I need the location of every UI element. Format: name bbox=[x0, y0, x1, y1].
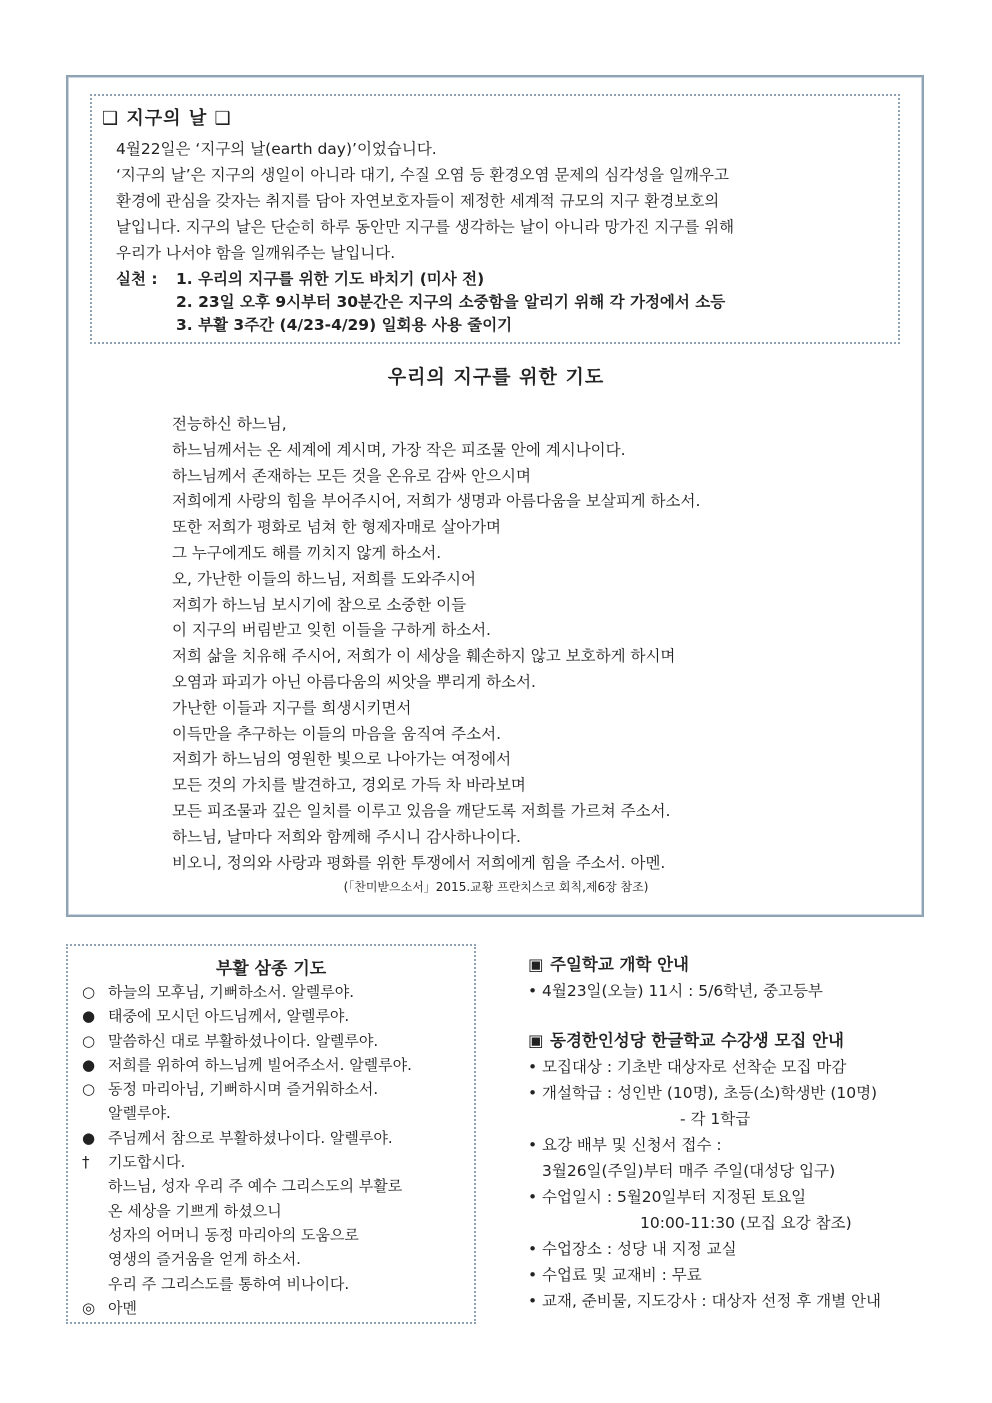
practice-list bbox=[116, 268, 725, 337]
practice-item: 3. 부활 3주간 (4/23-4/29) 일회용 사용 줄이기 bbox=[176, 316, 513, 334]
easter-line: 영생의 즐거움을 얻게 하소서. bbox=[108, 1250, 301, 1269]
prayer-line: 오, 가난한 이들의 하느님, 저희를 도와주시어 bbox=[172, 569, 477, 588]
prayer-title: 우리의 지구를 위한 기도 bbox=[387, 366, 605, 388]
hangul-school-item: • 개설학급 : 성인반 (10명), 초등(소)학생반 (10명) bbox=[528, 1084, 878, 1102]
prayer-line: 저희가 하느님의 영원한 빛으로 나아가는 여정에서 bbox=[172, 750, 512, 769]
prayer-line: 이 지구의 버림받고 잊힌 이들을 구하게 하소서. bbox=[172, 621, 491, 640]
prayer-line: 하느님께서는 온 세계에 계시며, 가장 작은 피조물 안에 계시나이다. bbox=[172, 440, 626, 459]
practice-item: 1. 우리의 지구를 위한 기도 바치기 (미사 전) bbox=[176, 270, 485, 288]
prayer-line: 저희에게 사랑의 힘을 부어주시어, 저희가 생명과 아름다움을 보살피게 하소서. bbox=[172, 492, 701, 511]
prayer-line: 오염과 파괴가 아닌 아름다움의 씨앗을 뿌리게 하소서. bbox=[172, 672, 536, 691]
sunday-school-heading: ▣ 주일학교 개학 안내 bbox=[528, 952, 948, 978]
easter-line: ○ 동정 마리아님, 기뻐하시며 즐거워하소서. bbox=[82, 1077, 412, 1101]
prayer-source-citation: (「찬미받으소서」2015.교황 프란치스코 회칙,제6장 참조) bbox=[343, 880, 649, 894]
intro-line: 환경에 관심을 갖자는 취지를 담아 자연보호자들이 제정한 세계적 규모의 지구 환경보호의 bbox=[116, 192, 720, 210]
prayer-line: 하느님께서 존재하는 모든 것을 온유로 감싸 안으시며 bbox=[172, 466, 531, 485]
hangul-school-item: • 요강 배부 및 신청서 접수 : bbox=[528, 1136, 722, 1154]
hangul-school-item-cont: - 각 1학급 bbox=[680, 1110, 751, 1128]
prayer-line: 저희가 하느님 보시기에 참으로 소중한 이들 bbox=[172, 595, 467, 614]
hangul-school-item-cont: 10:00-11:30 (모집 요강 참조) bbox=[640, 1214, 852, 1232]
circle-icon: ○ bbox=[82, 1080, 96, 1099]
easter-line: 알렐루야. bbox=[108, 1104, 171, 1123]
earth-day-intro bbox=[116, 136, 886, 266]
hangul-school-item: • 모집대상 : 기초반 대상자로 선착순 모집 마감 bbox=[528, 1058, 847, 1076]
prayer-line: 모든 것의 가치를 발견하고, 경외로 가득 차 바라보며 bbox=[172, 776, 526, 795]
intro-line: 날입니다. 지구의 날은 단순히 하루 동안만 지구를 생각하는 날이 아니라 망가진 지구를 위해 bbox=[116, 218, 735, 236]
cross-icon: † bbox=[82, 1153, 90, 1172]
easter-line: 성자의 어머니 동정 마리아의 도움으로 bbox=[108, 1225, 359, 1244]
prayer-line: 그 누구에게도 해를 끼치지 않게 하소서. bbox=[172, 543, 442, 562]
intro-line: 우리가 나서야 함을 일깨워주는 날입니다. bbox=[116, 244, 396, 262]
square-bullet-icon: ▣ bbox=[528, 955, 544, 974]
easter-line: ● 주님께서 참으로 부활하셨나이다. 알렐루야. bbox=[82, 1126, 412, 1150]
easter-line: ○ 하늘의 모후님, 기뻐하소서. 알렐루야. bbox=[82, 980, 412, 1004]
easter-line: ◎ 아멘 bbox=[82, 1296, 412, 1320]
hangul-school-item: • 수업일시 : 5월20일부터 지정된 토요일 bbox=[528, 1188, 807, 1206]
easter-line: ○ 말씀하신 대로 부활하셨나이다. 알렐루야. bbox=[82, 1029, 412, 1053]
easter-angelus-box bbox=[66, 944, 476, 1324]
easter-line: † 기도합시다. bbox=[82, 1150, 412, 1174]
easter-prayer-lines bbox=[82, 980, 412, 1320]
intro-line: ‘지구의 날’은 지구의 생일이 아니라 대기, 수질 오염 등 환경오염 문제의 심각성을 일깨우고 bbox=[116, 166, 729, 184]
easter-line: 하느님, 성자 우리 주 예수 그리스도의 부활로 bbox=[108, 1177, 403, 1196]
filled-circle-icon: ● bbox=[82, 1007, 96, 1026]
double-circle-icon: ◎ bbox=[82, 1298, 96, 1317]
easter-line: ● 저희를 위하여 하느님께 빌어주소서. 알렐루야. bbox=[82, 1053, 412, 1077]
hangul-school-item: • 수업장소 : 성당 내 지정 교실 bbox=[528, 1240, 737, 1258]
practice-label: 실천 : bbox=[116, 270, 158, 288]
easter-prayer-title: 부활 삼종 기도 bbox=[215, 959, 327, 979]
hangul-school-item-cont: 3월26일(주일)부터 매주 주일(대성당 입구) bbox=[542, 1162, 836, 1180]
prayer-line: 가난한 이들과 지구를 희생시키면서 bbox=[172, 698, 412, 717]
earth-day-title: ❑ 지구의 날 ❑ bbox=[102, 108, 232, 129]
earth-day-notice-box bbox=[90, 94, 900, 344]
square-bullet-icon: ▣ bbox=[528, 1031, 544, 1050]
prayer-line: 모든 피조물과 깊은 일치를 이루고 있음을 깨닫도록 저희를 가르쳐 주소서. bbox=[172, 801, 671, 820]
prayer-line: 하느님, 날마다 저희와 함께해 주시니 감사하나이다. bbox=[172, 827, 521, 846]
hangul-school-item: • 교재, 준비물, 지도강사 : 대상자 선정 후 개별 안내 bbox=[528, 1292, 881, 1310]
circle-icon: ○ bbox=[82, 1031, 96, 1050]
filled-circle-icon: ● bbox=[82, 1128, 96, 1147]
easter-line: 온 세상을 기쁘게 하셨으니 bbox=[108, 1201, 282, 1220]
prayer-line: 전능하신 하느님, bbox=[172, 415, 287, 433]
announcements-column bbox=[528, 952, 948, 1314]
hangul-school-item: • 수업료 및 교재비 : 무료 bbox=[528, 1266, 702, 1284]
prayer-line: 비오니, 정의와 사랑과 평화를 위한 투쟁에서 저희에게 힘을 주소서. 아멘. bbox=[172, 853, 666, 872]
intro-line: 4월22일은 ‘지구의 날(earth day)’이었습니다. bbox=[116, 140, 437, 158]
prayer-line: 이득만을 추구하는 이들의 마음을 움직여 주소서. bbox=[172, 724, 502, 743]
easter-line: 우리 주 그리스도를 통하여 비나이다. bbox=[108, 1274, 350, 1293]
prayer-line: 저희 삶을 치유해 주시어, 저희가 이 세상을 훼손하지 않고 보호하게 하시며 bbox=[172, 647, 676, 666]
prayer-line: 또한 저희가 평화로 넘쳐 한 형제자매로 살아가며 bbox=[172, 518, 502, 537]
filled-circle-icon: ● bbox=[82, 1055, 96, 1074]
practice-item: 2. 23일 오후 9시부터 30분간은 지구의 소중함을 알리기 위해 각 가정에서 소등 bbox=[176, 293, 726, 311]
prayer-body bbox=[172, 412, 700, 876]
hangul-school-heading: ▣ 동경한인성당 한글학교 수강생 모집 안내 bbox=[528, 1028, 948, 1054]
easter-line: ● 태중에 모시던 아드님께서, 알렐루야. bbox=[82, 1004, 412, 1028]
sunday-school-item: • 4월23일(오늘) 11시 : 5/6학년, 중고등부 bbox=[528, 982, 823, 1000]
circle-icon: ○ bbox=[82, 983, 96, 1001]
